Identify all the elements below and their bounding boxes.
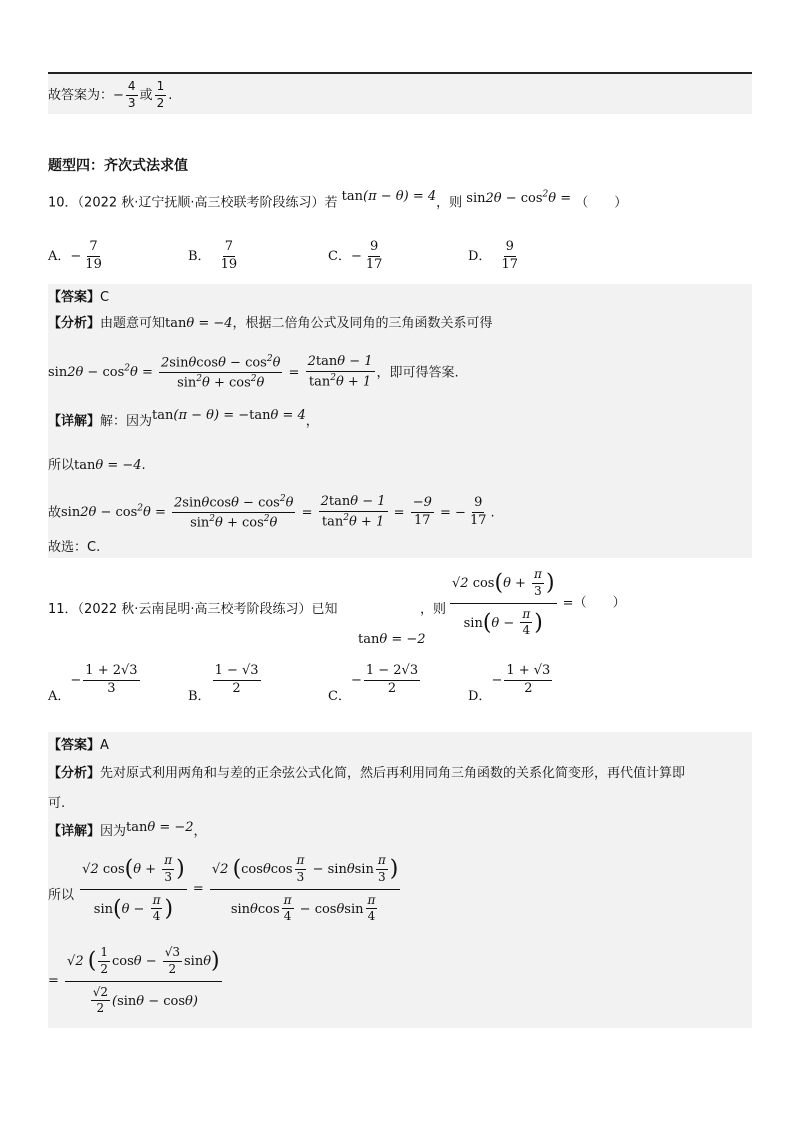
q11-option-d[interactable]: D．− $\frac{1 + √3}{2}$ <box>468 663 551 704</box>
q10-option-c[interactable]: C．− $\frac{9}{17}$ <box>328 239 383 272</box>
q10-option-a[interactable]: A．− $\frac{7}{19}$ <box>48 239 102 272</box>
q10-analysis-formula: $\sin 2\theta - \cos^2\theta$ = $\frac{2\sin\theta\cos\theta - \cos^2\theta}{\sin^2\theta + \cos^2\theta}$ = $\frac{2\tan\theta - 1}{\tan^2\theta + 1}$ ，即可得答案. <box>48 354 459 391</box>
q10-option-b[interactable]: B． $\frac{7}{19}$ <box>188 239 238 272</box>
q11-stem: 11．（2022 秋·云南昆明·高三校考阶段练习）已知 <box>48 602 338 617</box>
q11-option-a[interactable]: A．− $\frac{1 + 2√3}{3}$ <box>48 663 138 704</box>
q10-detail-hence: 故$\sin 2\theta - \cos^2\theta$ = $\frac{2\sin\theta\cos\theta - \cos^2\theta}{\sin^2\theta + \cos^2\theta}$ = $\frac{2\tan\theta - 1}{\tan^2\theta + 1}$ = $\frac{-9}{17}$ = − $\frac{9}{17}$ . <box>48 494 495 531</box>
q10-analysis: 【分析】由题意可知tanθ = −4，根据二倍角公式及同角的三角函数关系可得 <box>48 316 493 331</box>
q10-detail-so: 所以tanθ = −4. <box>48 458 146 473</box>
q11-detail-step2: = √2 ( $\frac{1}{2}$ cosθ − $\frac{√3}{2}$ sinθ) $\frac{√2}{2}$ (sinθ − cosθ) <box>48 945 220 1016</box>
q11-answer: 【答案】A <box>48 738 109 753</box>
q11-given: tanθ = −2 <box>358 632 426 647</box>
q11-analysis: 【分析】先对原式利用两角和与差的正余弦公式化简，然后再利用同角三角函数的关系化简变形，再代值计算即 <box>48 766 686 781</box>
q11-option-b[interactable]: B． $\frac{1 - √3}{2}$ <box>188 663 259 704</box>
section-title: 题型四：齐次式法求值 <box>48 158 188 174</box>
previous-answer-line: 故答案为：− $\frac{4}{3}$ 或 $\frac{1}{2}$ . <box>48 79 173 110</box>
q10-choose: 故选：C. <box>48 540 101 555</box>
q11-expression: √2 cos(θ + $\frac{\pi}{3}$ ) sin(θ − $\frac{\pi}{4}$ ) =（ ） <box>452 567 626 638</box>
q10-option-d[interactable]: D． $\frac{9}{17}$ <box>468 239 518 272</box>
q11-detail-so: 所以 √2 cos(θ + $\frac{\pi}{3}$ ) sin(θ − $\frac{\pi}{4}$ ) = √2 (cosθcos $\frac{\pi}{3}$ − sinθsin $\frac{\pi}{3}$ ) sinθcos $\frac{\pi}{4}$ − cosθsin $\frac{\pi}{4}$ <box>48 853 399 924</box>
q11-detail: 【详解】因为tanθ = −2， <box>48 820 207 839</box>
q10-answer: 【答案】C <box>48 290 110 305</box>
q10-detail: 【详解】解：因为tan(π − θ) = −tanθ = 4， <box>48 408 319 429</box>
q11-then: ，则 <box>420 602 447 617</box>
q10-stem: 10．（2022 秋·辽宁抚顺·高三校联考阶段练习）若 tan(π − θ) = 4，则 $\sin 2\theta - \cos^2\theta$ = （ ） <box>48 189 628 211</box>
q11-option-c[interactable]: C．− $\frac{1 - 2√3}{2}$ <box>328 663 419 704</box>
q11-analysis-cont: 可. <box>48 796 66 811</box>
